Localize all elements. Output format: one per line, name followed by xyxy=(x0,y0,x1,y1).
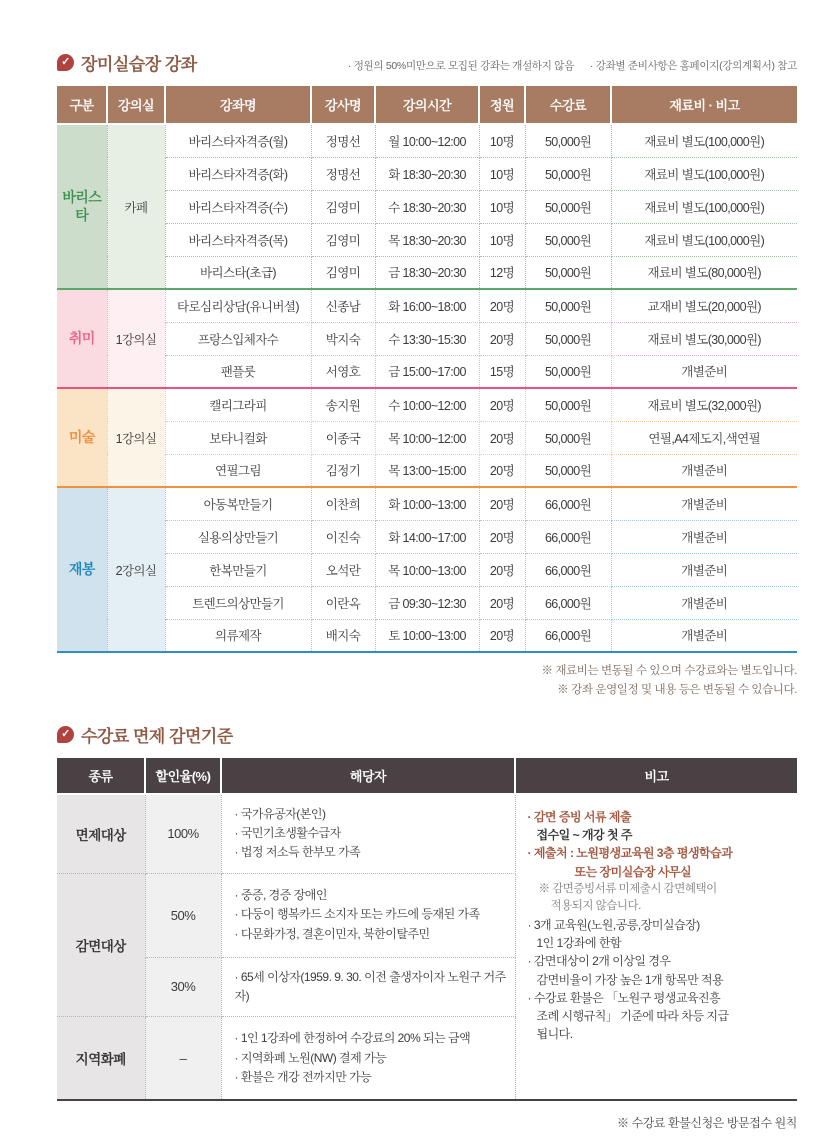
materials-cell: 개별준비 xyxy=(611,553,797,586)
time-cell: 화 16:00~18:00 xyxy=(375,289,479,322)
course-header-row xyxy=(57,86,797,124)
teacher-cell: 김영미 xyxy=(311,223,375,256)
col-eligible: 해당자 xyxy=(221,758,515,794)
time-cell: 화 14:00~17:00 xyxy=(375,520,479,553)
footnote-materials: ※ 재료비는 변동될 수 있으며 수강료와는 별도입니다. xyxy=(541,665,797,677)
fee-cell: 50,000원 xyxy=(525,421,611,454)
table-row xyxy=(57,388,797,421)
materials-cell: 개별준비 xyxy=(611,520,797,553)
course-name-cell: 한복만들기 xyxy=(165,553,311,586)
capacity-cell: 10명 xyxy=(479,190,525,223)
remark-line: 조례 시행규칙」 기준에 따라 차등 지급 xyxy=(536,1008,729,1023)
time-cell: 금 18:30~20:30 xyxy=(375,256,479,289)
materials-cell: 재료비 별도(80,000원) xyxy=(611,256,797,289)
course-name-cell: 보타니컬화 xyxy=(165,421,311,454)
section2-header xyxy=(57,722,797,747)
teacher-cell: 정명선 xyxy=(311,124,375,157)
capacity-cell: 20명 xyxy=(479,322,525,355)
col-teacher: 강사명 xyxy=(311,86,375,124)
table-row xyxy=(57,520,797,553)
time-cell: 목 13:00~15:00 xyxy=(375,454,479,487)
remark-line: · 제출처 : 노원평생교육원 3층 평생학습과 xyxy=(527,846,733,861)
capacity-cell: 10명 xyxy=(479,157,525,190)
table-row xyxy=(57,355,797,388)
eligible-item: · 지역화폐 노원(NW) 결제 가능 xyxy=(234,1050,387,1065)
remark-line: 됩니다. xyxy=(536,1027,573,1042)
teacher-cell: 서영호 xyxy=(311,355,375,388)
fee-cell: 66,000원 xyxy=(525,619,611,652)
table-row xyxy=(57,421,797,454)
discount-table xyxy=(57,758,797,1101)
check-badge-icon: ✓ xyxy=(57,726,74,743)
course-name-cell: 연필그림 xyxy=(165,454,311,487)
room-cell: 2강의실 xyxy=(107,487,165,652)
fee-cell: 66,000원 xyxy=(525,520,611,553)
materials-cell: 개별준비 xyxy=(611,487,797,520)
table-row xyxy=(57,322,797,355)
note-homepage: · 강좌별 준비사항은 홈페이지(강의계획서) 참고 xyxy=(589,60,797,72)
eligible-item: · 다문화가정, 결혼이민자, 북한이탈주민 xyxy=(234,926,430,941)
room-cell: 1강의실 xyxy=(107,388,165,487)
remark-line: ※ 감면증빙서류 미제출시 감면혜택이 xyxy=(538,882,717,895)
course-table-head xyxy=(57,86,797,124)
time-cell: 금 09:30~12:30 xyxy=(375,586,479,619)
capacity-cell: 20명 xyxy=(479,619,525,652)
course-name-cell: 아동복만들기 xyxy=(165,487,311,520)
category-cell: 취미 xyxy=(57,289,107,388)
remark-line: · 수강료 환불은 「노원구 평생교육진흥 xyxy=(527,990,721,1005)
col-materials: 재료비 · 비고 xyxy=(611,86,797,124)
section1-title-text: 장미실습장 강좌 xyxy=(81,55,197,74)
time-cell: 목 10:00~13:00 xyxy=(375,553,479,586)
fee-cell: 50,000원 xyxy=(525,190,611,223)
fee-cell: 66,000원 xyxy=(525,586,611,619)
time-cell: 금 15:00~17:00 xyxy=(375,355,479,388)
teacher-cell: 김영미 xyxy=(311,256,375,289)
capacity-cell: 20명 xyxy=(479,487,525,520)
discount-table-head xyxy=(57,758,797,794)
course-name-cell: 실용의상만들기 xyxy=(165,520,311,553)
section2-title xyxy=(57,722,233,747)
materials-cell: 재료비 별도(30,000원) xyxy=(611,322,797,355)
teacher-cell: 정명선 xyxy=(311,157,375,190)
table-row xyxy=(57,619,797,652)
eligible-cell xyxy=(221,957,515,1016)
group-sewing xyxy=(57,487,797,652)
materials-cell: 개별준비 xyxy=(611,454,797,487)
table-row xyxy=(57,454,797,487)
remark-line: 1인 1강좌에 한함 xyxy=(536,936,622,951)
remark-line: 적용되지 않습니다. xyxy=(550,900,641,913)
room-cell: 카페 xyxy=(107,124,165,289)
materials-cell: 개별준비 xyxy=(611,586,797,619)
remark-line: 또는 장미실습장 사무실 xyxy=(574,864,692,879)
teacher-cell: 김정기 xyxy=(311,454,375,487)
course-name-cell: 바리스타(초급) xyxy=(165,256,311,289)
teacher-cell: 신종남 xyxy=(311,289,375,322)
eligible-cell xyxy=(221,794,515,873)
time-cell: 수 13:30~15:30 xyxy=(375,322,479,355)
check-badge-icon: ✓ xyxy=(57,54,74,71)
col-time: 강의시간 xyxy=(375,86,479,124)
capacity-cell: 20명 xyxy=(479,421,525,454)
category-cell: 재봉 xyxy=(57,487,107,652)
section1-header xyxy=(57,50,797,75)
category-cell: 미술 xyxy=(57,388,107,487)
eligible-item: · 1인 1강좌에 한정하여 수강료의 20% 되는 금액 xyxy=(234,1031,471,1046)
remark-line: · 3개 교육원(노원,공릉,장미실습장) xyxy=(527,917,700,932)
fee-cell: 66,000원 xyxy=(525,487,611,520)
eligible-cell xyxy=(221,873,515,957)
type-cell: 면제대상 xyxy=(57,794,145,873)
course-name-cell: 바리스타자격증(목) xyxy=(165,223,311,256)
time-cell: 수 18:30~20:30 xyxy=(375,190,479,223)
capacity-cell: 10명 xyxy=(479,223,525,256)
rate-cell: 100% xyxy=(145,794,221,873)
remark-cell xyxy=(515,794,797,1100)
fee-cell: 66,000원 xyxy=(525,553,611,586)
materials-cell: 재료비 별도(32,000원) xyxy=(611,388,797,421)
fee-cell: 50,000원 xyxy=(525,322,611,355)
course-name-cell: 트렌드의상만들기 xyxy=(165,586,311,619)
eligible-item: · 법정 저소득 한부모 가족 xyxy=(234,845,361,860)
col-capacity: 정원 xyxy=(479,86,525,124)
type-cell: 감면대상 xyxy=(57,873,145,1016)
course-name-cell: 바리스타자격증(화) xyxy=(165,157,311,190)
category-cell: 바리스타 xyxy=(57,124,107,289)
note-capacity: · 정원의 50%미만으로 모집된 강좌는 개설하지 않음 xyxy=(347,60,574,72)
table-row xyxy=(57,124,797,157)
col-fee: 수강료 xyxy=(525,86,611,124)
time-cell: 목 10:00~12:00 xyxy=(375,421,479,454)
teacher-cell: 이진숙 xyxy=(311,520,375,553)
course-name-cell: 팬플룻 xyxy=(165,355,311,388)
table-row xyxy=(57,256,797,289)
table-row xyxy=(57,487,797,520)
rate-cell: 30% xyxy=(145,957,221,1016)
materials-cell: 연필,A4제도지,색연필 xyxy=(611,421,797,454)
capacity-cell: 20명 xyxy=(479,586,525,619)
col-course: 강좌명 xyxy=(165,86,311,124)
capacity-cell: 20명 xyxy=(479,289,525,322)
teacher-cell: 배지숙 xyxy=(311,619,375,652)
materials-cell: 재료비 별도(100,000원) xyxy=(611,124,797,157)
discount-table-body xyxy=(57,794,797,1100)
teacher-cell: 이찬희 xyxy=(311,487,375,520)
fee-cell: 50,000원 xyxy=(525,289,611,322)
section1-title xyxy=(57,50,197,75)
capacity-cell: 15명 xyxy=(479,355,525,388)
table-row xyxy=(57,586,797,619)
table-row xyxy=(57,223,797,256)
teacher-cell: 이란옥 xyxy=(311,586,375,619)
col-type: 종류 xyxy=(57,758,145,794)
time-cell: 수 10:00~12:00 xyxy=(375,388,479,421)
section1-notes xyxy=(348,58,797,75)
materials-cell: 재료비 별도(100,000원) xyxy=(611,190,797,223)
capacity-cell: 20명 xyxy=(479,520,525,553)
materials-cell: 교재비 별도(20,000원) xyxy=(611,289,797,322)
time-cell: 토 10:00~13:00 xyxy=(375,619,479,652)
capacity-cell: 10명 xyxy=(479,124,525,157)
section2-title-text: 수강료 면제 감면기준 xyxy=(81,726,233,746)
remark-line: 접수일 ~ 개강 첫 주 xyxy=(536,828,632,843)
materials-cell: 재료비 별도(100,000원) xyxy=(611,157,797,190)
eligible-item: · 다둥이 행복카드 소지자 또는 카드에 등재된 가족 xyxy=(234,907,480,922)
eligible-item: · 65세 이상자(1959. 9. 30. 이전 출생자이자 노원구 거주자) xyxy=(234,969,506,1003)
col-category: 구분 xyxy=(57,86,107,124)
col-rate: 할인율(%) xyxy=(145,758,221,794)
time-cell: 목 18:30~20:30 xyxy=(375,223,479,256)
remark-line: 감면비율이 가장 높은 1개 항목만 적용 xyxy=(536,972,724,987)
fee-cell: 50,000원 xyxy=(525,355,611,388)
table1-footnotes xyxy=(57,662,797,700)
materials-cell: 재료비 별도(100,000원) xyxy=(611,223,797,256)
col-room: 강의실 xyxy=(107,86,165,124)
materials-cell: 개별준비 xyxy=(611,355,797,388)
eligible-cell xyxy=(221,1016,515,1100)
time-cell: 월 10:00~12:00 xyxy=(375,124,479,157)
course-name-cell: 프랑스입체자수 xyxy=(165,322,311,355)
type-cell: 지역화폐 xyxy=(57,1016,145,1100)
course-name-cell: 타로심리상담(유니버셜) xyxy=(165,289,311,322)
capacity-cell: 20명 xyxy=(479,454,525,487)
table-row xyxy=(57,289,797,322)
table-row xyxy=(57,553,797,586)
capacity-cell: 20명 xyxy=(479,388,525,421)
group-hobby xyxy=(57,289,797,388)
refund-footnote: ※ 수강료 환불신청은 방문접수 원칙 xyxy=(616,1116,797,1131)
group-art xyxy=(57,388,797,487)
rate-cell: 50% xyxy=(145,873,221,957)
time-cell: 화 10:00~13:00 xyxy=(375,487,479,520)
teacher-cell: 송지원 xyxy=(311,388,375,421)
footnote-schedule: ※ 강좌 운영일정 및 내용 등은 변동될 수 있습니다. xyxy=(557,683,797,696)
eligible-item: · 환불은 개강 전까지만 가능 xyxy=(234,1069,372,1084)
fee-cell: 50,000원 xyxy=(525,124,611,157)
fee-cell: 50,000원 xyxy=(525,157,611,190)
course-name-cell: 바리스타자격증(수) xyxy=(165,190,311,223)
eligible-item: · 중증, 경증 장애인 xyxy=(234,888,327,903)
teacher-cell: 김영미 xyxy=(311,190,375,223)
table-row xyxy=(57,794,797,873)
capacity-cell: 12명 xyxy=(479,256,525,289)
eligible-item: · 국가유공자(본인) xyxy=(234,806,326,821)
discount-header-row xyxy=(57,758,797,794)
rate-cell: – xyxy=(145,1016,221,1100)
course-name-cell: 의류제작 xyxy=(165,619,311,652)
fee-cell: 50,000원 xyxy=(525,256,611,289)
fee-cell: 50,000원 xyxy=(525,388,611,421)
materials-cell: 개별준비 xyxy=(611,619,797,652)
fee-cell: 50,000원 xyxy=(525,454,611,487)
remark-line: · 감면 증빙 서류 제출 xyxy=(527,809,632,824)
teacher-cell: 이종국 xyxy=(311,421,375,454)
table-row xyxy=(57,157,797,190)
group-barista xyxy=(57,124,797,289)
teacher-cell: 오석란 xyxy=(311,553,375,586)
col-remark: 비고 xyxy=(515,758,797,794)
teacher-cell: 박지숙 xyxy=(311,322,375,355)
remark-line: · 감면대상이 2개 이상일 경우 xyxy=(527,954,671,969)
room-cell: 1강의실 xyxy=(107,289,165,388)
eligible-item: · 국민기초생활수급자 xyxy=(234,826,341,841)
course-name-cell: 바리스타자격증(월) xyxy=(165,124,311,157)
capacity-cell: 20명 xyxy=(479,553,525,586)
fee-cell: 50,000원 xyxy=(525,223,611,256)
table-row xyxy=(57,190,797,223)
time-cell: 화 18:30~20:30 xyxy=(375,157,479,190)
course-table xyxy=(57,86,797,653)
course-name-cell: 캘리그라피 xyxy=(165,388,311,421)
